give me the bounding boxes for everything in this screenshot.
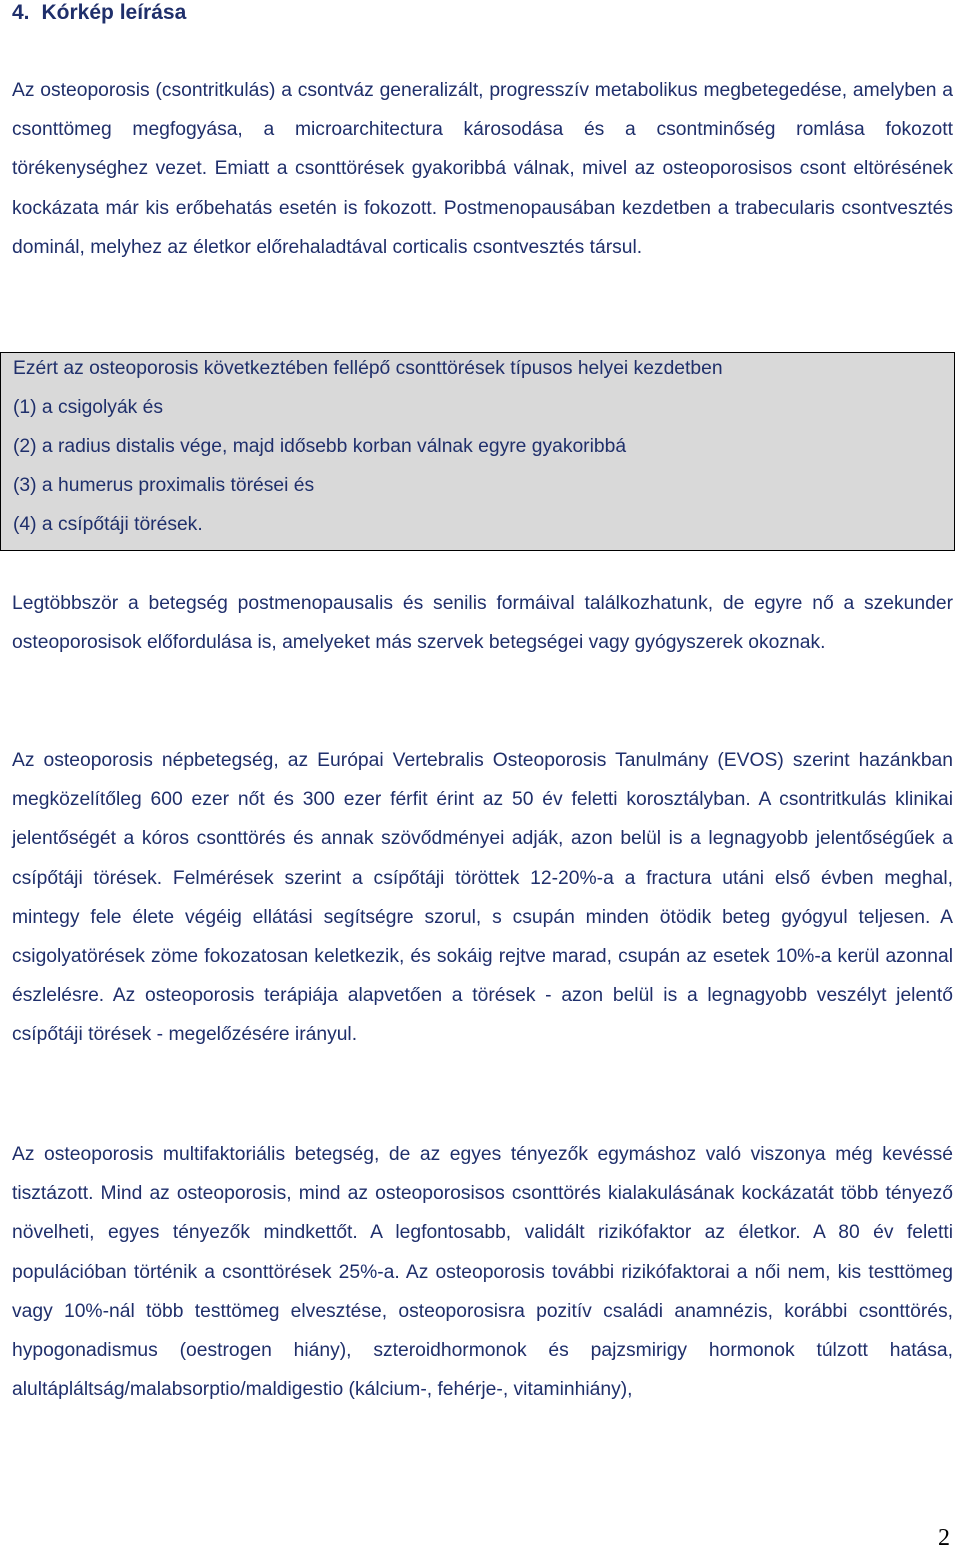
paragraph-forms: Legtöbbször a betegség postmenopausalis és senilis formáival találkozhatunk, de egyre nő a szekunder osteoporosisok előfordulása is, amelyeket más szervek betegségei vagy gyógyszerek okoznak. <box>12 593 953 654</box>
box-line: Ezért az osteoporosis következtében fellépő csonttörések típusos helyei kezdetben <box>13 358 723 379</box>
page-number: 2 <box>938 1525 950 1551</box>
fracture-sites-box <box>0 352 955 551</box>
paragraph-epidemiology: Az osteoporosis népbetegség, az Európai Vertebralis Osteoporosis Tanulmány (EVOS) szerint hazánkban megközelítőleg 600 ezer nőt és 300 ezer férfit érint az 50 év feletti korosztályban. A csontritkulás klinikai jelentőségét a kóros csonttörés és annak szövődményei adják, azon belül is a legnagyobb jelentőségűek a csípőtáji törések. Felmérések szerint a csípőtáji töröttek 12-20%-a a fractura utáni első évben meghal, mintegy fele élete végéig ellátási segítségre szorul, s csupán minden ötödik beteg gyógyul teljesen. A csigolyatörések zöme fokozatosan keletkezik, és sokáig rejtve marad, csupán az esetek 10%-a kerül azonnal észlelésre. Az osteoporosis terápiája alapvetően a törések - azon belül is a legnagyobb veszélyt jelentő csípőtáji törések - megelőzésére irányul. <box>12 750 953 1046</box>
box-line: (4) a csípőtáji törések. <box>13 514 203 535</box>
box-line: (2) a radius distalis vége, majd idősebb korban válnak egyre gyakoribbá <box>13 436 627 457</box>
paragraph-intro: Az osteoporosis (csontritkulás) a csontváz generalizált, progresszív metabolikus megbetegedése, amelyben a csonttömeg megfogyása, a microarchitectura károsodása és a csontminőség romlása fokozott törékenységhez vezet. Emiatt a csonttörések gyakoribbá válnak, mivel az osteoporosisos csont eltörésének kockázata már kis erőbehatás esetén is fokozott. Postmenopausában kezdetben a trabecularis csontvesztés dominál, melyhez az életkor előrehaladtával corticalis csontvesztés társul. <box>12 80 953 258</box>
box-line: (3) a humerus proximalis törései és <box>13 475 315 496</box>
box-line: (1) a csigolyák és <box>13 397 164 418</box>
paragraph-risk-factors: Az osteoporosis multifaktoriális betegség, de az egyes tényezők egymáshoz való viszonya még kevéssé tisztázott. Mind az osteoporosis, mind az osteoporosisos csonttörés kialakulásának kockázatát több tényező növelheti, egyes tényezők mindkettőt. A legfontosabb, validált rizikófaktor az életkor. A 80 év feletti populációban történik a csonttörések 25%-a. Az osteoporosis további rizikófaktorai a női nem, kis testtömeg vagy 10%-nál több testtömeg elvesztése, osteoporosisra pozitív családi anamnézis, korábbi csonttörés, hypogonadismus (oestrogen hiány), szteroidhormonok és pajzsmirigy hormonok túlzott hatása, alultápláltság/malabsorptio/maldigestio (kálcium-, fehérje-, vitaminhiány), <box>12 1144 953 1401</box>
section-title: Kórkép leírása <box>41 1 187 24</box>
section-heading <box>12 0 186 26</box>
section-number: 4. <box>12 1 30 24</box>
